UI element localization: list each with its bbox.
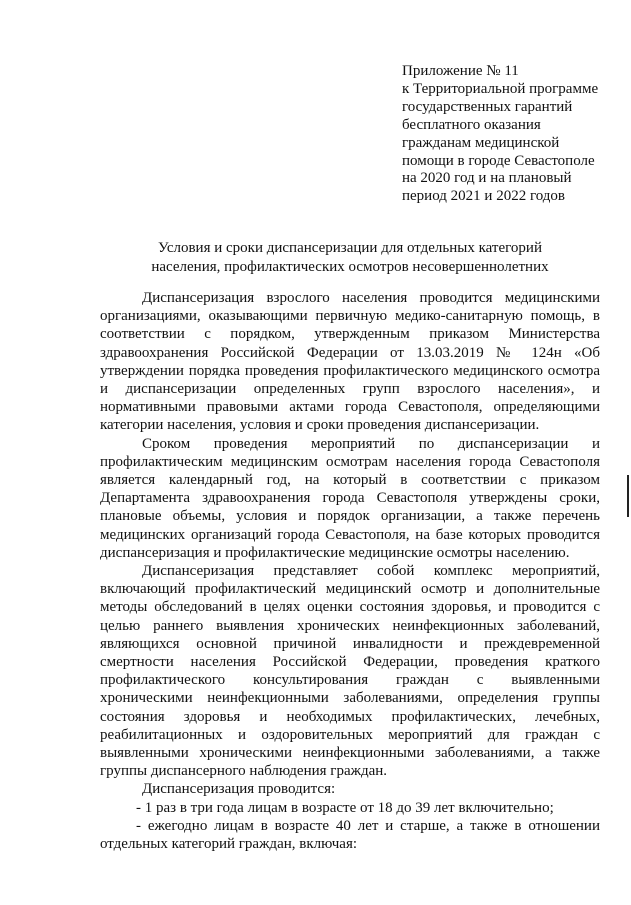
paragraph-dispensary-period: Сроком проведения мероприятий по диспансеризации и профилактическим медицинским осмотрам населения города Севастополя является календарный год, на который в соответствии с приказом Департамента здравоохранения города Севастополя утверждены сроки, плановые объемы, условия и порядок организации, а также перечень медицинских организаций города Севастополя, на базе которых проводится диспансеризация и профилактические медицинские осмотры населению. xyxy=(100,435,600,561)
list-item: - 1 раз в три года лицам в возрасте от 18 до 39 лет включительно; xyxy=(136,799,554,816)
list-item: - ежегодно лицам в возрасте 40 лет и старше, а также в отношении отдельных категорий граждан, включая: xyxy=(100,817,600,853)
title-line: населения, профилактических осмотров несовершеннолетних xyxy=(151,259,549,275)
appendix-line: помощи в городе Севастополе xyxy=(402,152,595,169)
appendix-line: период 2021 и 2022 годов xyxy=(402,188,566,205)
document-body xyxy=(100,289,600,853)
document-title xyxy=(90,239,610,277)
paragraph-dispensary-adult: Диспансеризация взрослого населения проводится медицинскими организациями, оказывающими первичную медико-санитарную помощь, в соответствии с порядком, утвержденным приказом Министерства здравоохранения Российской Федерации от 13.03.2019 № 124н «Об утверждении порядка проведения профилактического медицинского осмотра и диспансеризации определенных групп взрослого населения», и нормативными правовыми актами города Севастополя, определяющими категории населения, условия и сроки проведения диспансеризации. xyxy=(100,290,600,434)
appendix-line: на 2020 год и на плановый xyxy=(402,170,572,187)
appendix-line: гражданам медицинской xyxy=(402,134,560,151)
appendix-line: Приложение № 11 xyxy=(402,63,519,79)
appendix-line: бесплатного оказания xyxy=(402,116,541,133)
title-line: Условия и сроки диспансеризации для отдельных категорий xyxy=(158,240,542,256)
paragraph-dispensary-definition: Диспансеризация представляет собой комплекс мероприятий, включающий профилактический медицинский осмотр и дополнительные методы обследований в целях оценки состояния здоровья, и проводится с целью раннего выявления хронических неинфекционных заболеваний, являющихся основной причиной инвалидности и преждевременной смертности населения Российской Федерации, проведения краткого профилактического консультирования граждан с выявленными хроническими неинфекционными заболеваниями, определения группы состояния здоровья и необходимых профилактических, лечебных, реабилитационных и оздоровительных мероприятий для граждан с выявленными хроническими неинфекционными заболеваниями, а также группы диспансерного наблюдения граждан. xyxy=(100,563,600,780)
paragraph-dispensary-conducted: Диспансеризация проводится: xyxy=(142,781,336,798)
appendix-line: к Территориальной программе xyxy=(402,80,599,97)
appendix-line: государственных гарантий xyxy=(402,98,573,115)
scan-edge-mark xyxy=(627,475,629,517)
appendix-note xyxy=(402,63,622,206)
